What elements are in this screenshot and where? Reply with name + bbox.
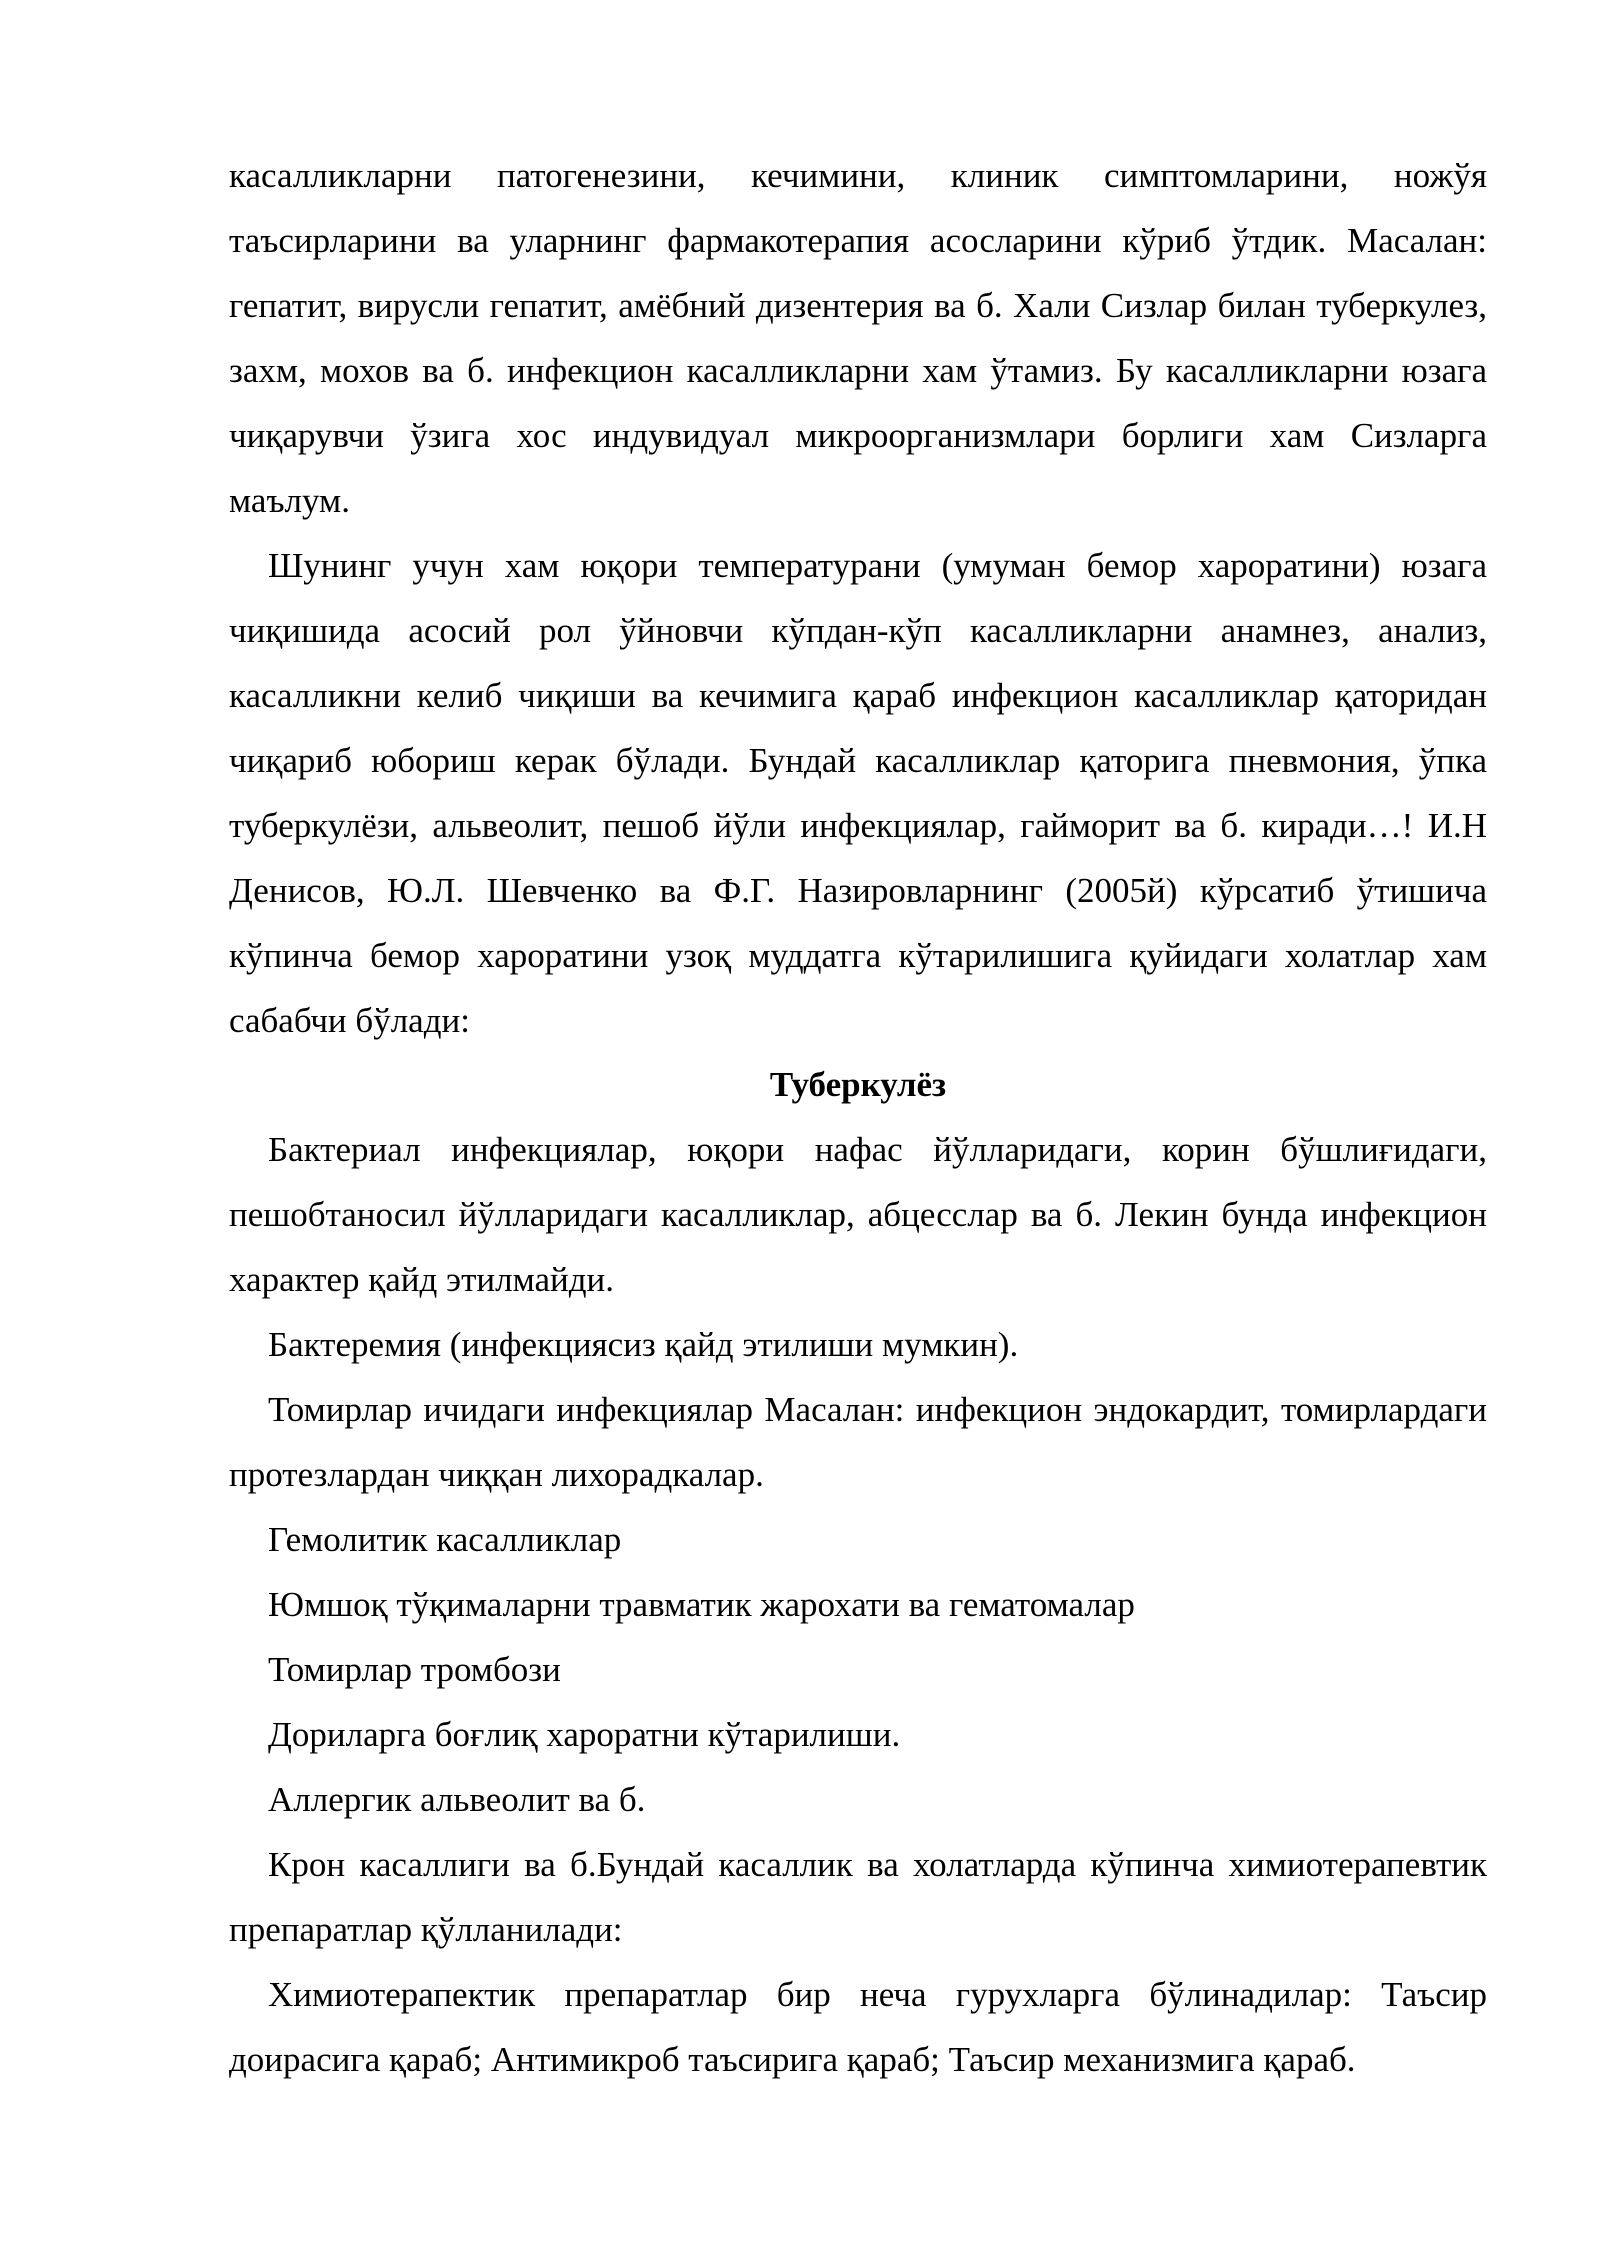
paragraph: Бактериал инфекциялар, юқори нафас йўлларидаги, корин бўшлиғидаги, пешобтаносил йўлларидаги касалликлар, абцесслар ва б. Лекин бунда инфекцион характер қайд этилмайди. [229, 1130, 1487, 1299]
document-body [229, 143, 1487, 2092]
paragraph: Шунинг учун хам юқори температурани (умуман бемор хароратини) юзага чиқишида асосий рол ўйновчи кўпдан-кўп касалликларни анамнез, анализ, касалликни келиб чиқиши ва кечимига қараб инфекцион касалликлар қаторидан чиқариб юбориш керак бўлади. Бундай касалликлар қаторига пневмония, ўпка туберкулёзи, альвеолит, пешоб йўли инфекциялар, гайморит ва б. киради…! И.Н Денисов, Ю.Л. Шевченко ва Ф.Г. Назировларнинг (2005й) кўрсатиб ўтишича кўпинча бемор хароратини узоқ муддатга кўтарилишига қуйидаги холатлар хам сабабчи бўлади: [229, 546, 1487, 1040]
paragraph: Юмшоқ тўқималарни травматик жарохати ва гематомалар [268, 1585, 1135, 1624]
paragraph: Гемолитик касалликлар [268, 1520, 622, 1559]
paragraph: Бактеремия (инфекциясиз қайд этилиши мумкин). [268, 1325, 1019, 1364]
paragraph: Крон касаллиги ва б.Бундай касаллик ва холатларда кўпинча химиотерапевтик препаратлар қўлланилади: [229, 1845, 1487, 1949]
paragraph: Томирлар ичидаги инфекциялар Масалан: инфекцион эндокардит, томирлардаги протезлардан чиққан лихорадкалар. [229, 1390, 1487, 1494]
paragraph: Аллергик альвеолит ва б. [268, 1780, 646, 1819]
paragraph: Томирлар тромбози [268, 1650, 561, 1689]
section-heading: Туберкулёз [769, 1065, 947, 1104]
paragraph: касалликларни патогенезини, кечимини, клиник симптомларини, ножўя таъсирларини ва уларнинг фармакотерапия асосларини кўриб ўтдик. Масалан: гепатит, вирусли гепатит, амёбний дизентерия ва б. Хали Сизлар билан туберкулез, захм, мохов ва б. инфекцион касалликларни хам ўтамиз. Бу касалликларни юзага чиқарувчи ўзига хос индувидуал микроорганизмлари борлиги хам Сизларга маълум. [229, 156, 1487, 520]
paragraph: Химиотерапектик препаратлар бир неча гурухларга бўлинадилар: Таъсир доирасига қараб; Антимикроб таъсирига қараб; Таъсир механизмига қараб. [229, 1975, 1487, 2079]
paragraph: Дориларга боғлиқ хароратни кўтарилиши. [268, 1715, 901, 1754]
